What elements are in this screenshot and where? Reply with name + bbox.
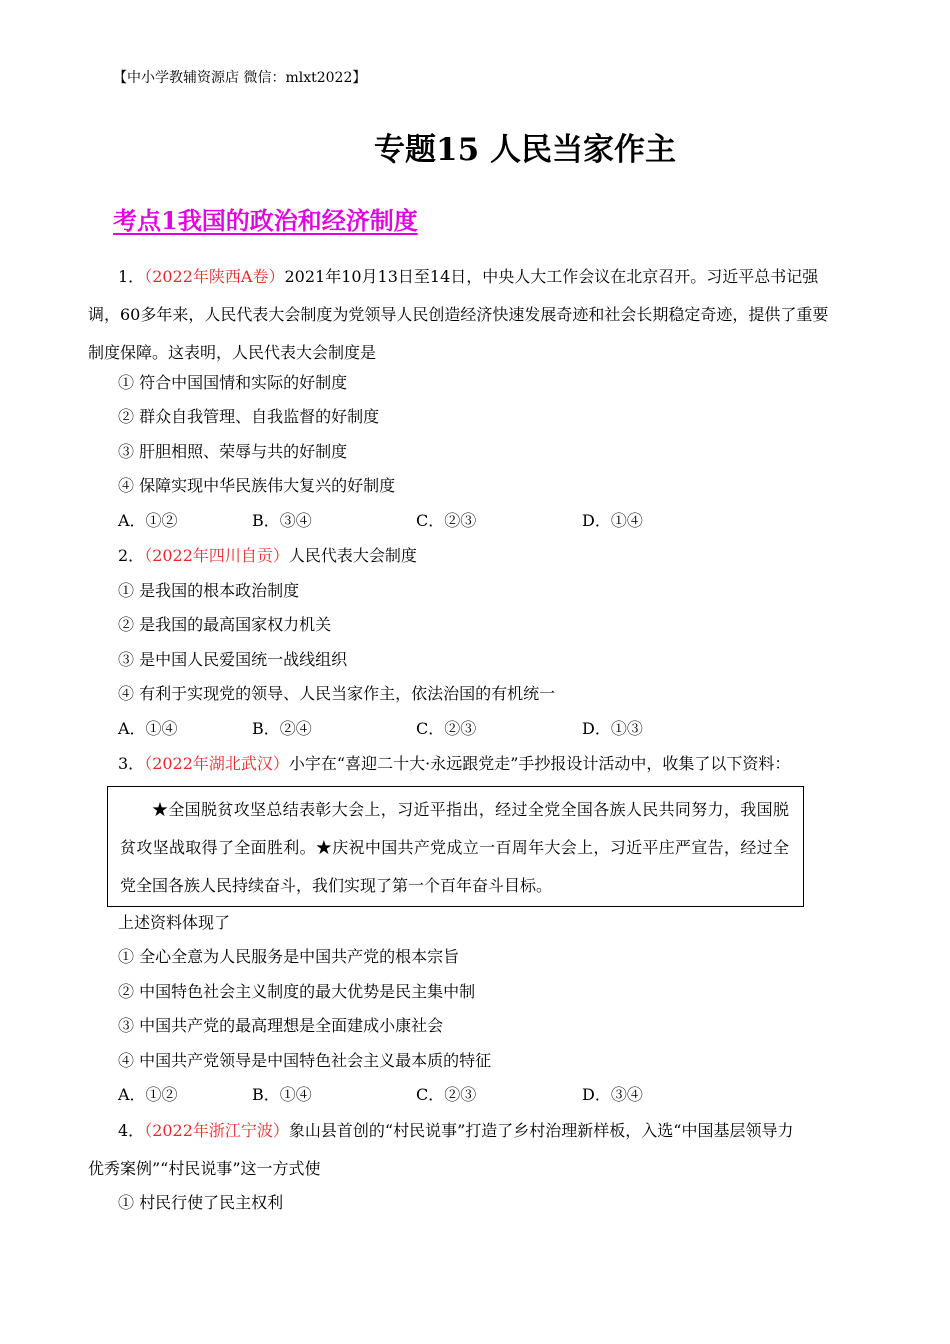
question-number: 4． (118, 1121, 145, 1140)
material-box (107, 786, 804, 907)
question-1-item: ② 群众自我管理、自我监督的好制度 (118, 407, 380, 426)
question-3-stem (118, 753, 790, 775)
option-c: C．②③ (416, 511, 477, 530)
question-1-options (118, 510, 838, 532)
question-text: 小宇在“喜迎二十大·永远跟党走”手抄报设计活动中，收集了以下资料： (288, 754, 791, 773)
question-3-item: ④ 中国共产党领导是中国特色社会主义最本质的特征 (118, 1051, 492, 1070)
question-1-stem (88, 258, 863, 372)
option-c: C．②③ (416, 1085, 477, 1104)
header-note: 【中小学教辅资源店 微信：mlxt2022】 (113, 70, 367, 86)
question-4-stem (88, 1112, 863, 1188)
question-2-item: ① 是我国的根本政治制度 (118, 581, 300, 600)
question-2-options (118, 718, 838, 740)
question-source: （2022年浙江宁波） (144, 1121, 289, 1140)
question-2-stem (118, 545, 417, 567)
question-text: 制度保障。这表明，人民代表大会制度是 (88, 343, 377, 362)
option-d: D．①③ (582, 719, 643, 738)
question-number: 2． (118, 546, 145, 565)
question-source: （2022年四川自贡） (144, 546, 289, 565)
question-number: 3． (118, 754, 145, 773)
question-3-item: ② 中国特色社会主义制度的最大优势是民主集中制 (118, 982, 476, 1001)
option-c: C．②③ (416, 719, 477, 738)
question-3-item: ① 全心全意为人民服务是中国共产党的根本宗旨 (118, 947, 460, 966)
page-title: 专题15 人民当家作主 (374, 132, 676, 168)
option-b: B．①④ (252, 1085, 312, 1104)
question-text: 人民代表大会制度 (288, 546, 417, 565)
question-1-item: ④ 保障实现中华民族伟大复兴的好制度 (118, 476, 396, 495)
option-a: A．①④ (118, 719, 178, 738)
question-text: 2021年10月13日至14日，中央人大工作会议在北京召开。习近平总书记强 (284, 267, 819, 286)
question-text: 象山县首创的“村民说事”打造了乡村治理新样板，入选“中国基层领导力 (288, 1121, 794, 1140)
question-text: 优秀案例”“村民说事”这一方式使 (88, 1159, 321, 1178)
option-a: A．①② (118, 511, 178, 530)
question-text: 调，60多年来，人民代表大会制度为党领导人民创造经济快速发展奇迹和社会长期稳定奇迹，提供了重要 (88, 305, 829, 324)
option-a: A．①② (118, 1085, 178, 1104)
question-source: （2022年陕西A卷） (144, 267, 285, 286)
question-3-options (118, 1084, 838, 1106)
question-number: 1． (118, 267, 145, 286)
option-d: D．③④ (582, 1085, 643, 1104)
question-2-item: ③ 是中国人民爱国统一战线组织 (118, 650, 348, 669)
question-3-lead: 上述资料体现了 (118, 913, 231, 932)
option-b: B．②④ (252, 719, 312, 738)
option-b: B．③④ (252, 511, 312, 530)
question-source: （2022年湖北武汉） (144, 754, 289, 773)
material-text: ★全国脱贫攻坚总结表彰大会上，习近平指出，经过全党全国各族人民共同努力，我国脱贫攻坚战取得了全面胜利。★庆祝中国共产党成立一百周年大会上，习近平庄严宣告，经过全党全国各族人民持续奋斗，我们实现了第一个百年奋斗目标。 (120, 800, 789, 895)
section-title: 考点1我国的政治和经济制度 (113, 206, 418, 235)
question-4-item: ① 村民行使了民主权利 (118, 1193, 284, 1212)
question-1-item: ① 符合中国国情和实际的好制度 (118, 373, 348, 392)
option-d: D．①④ (582, 511, 643, 530)
question-3-item: ③ 中国共产党的最高理想是全面建成小康社会 (118, 1016, 444, 1035)
question-2-item: ④ 有利于实现党的领导、人民当家作主，依法治国的有机统一 (118, 684, 556, 703)
question-1-item: ③ 肝胆相照、荣辱与共的好制度 (118, 442, 348, 461)
question-2-item: ② 是我国的最高国家权力机关 (118, 615, 332, 634)
